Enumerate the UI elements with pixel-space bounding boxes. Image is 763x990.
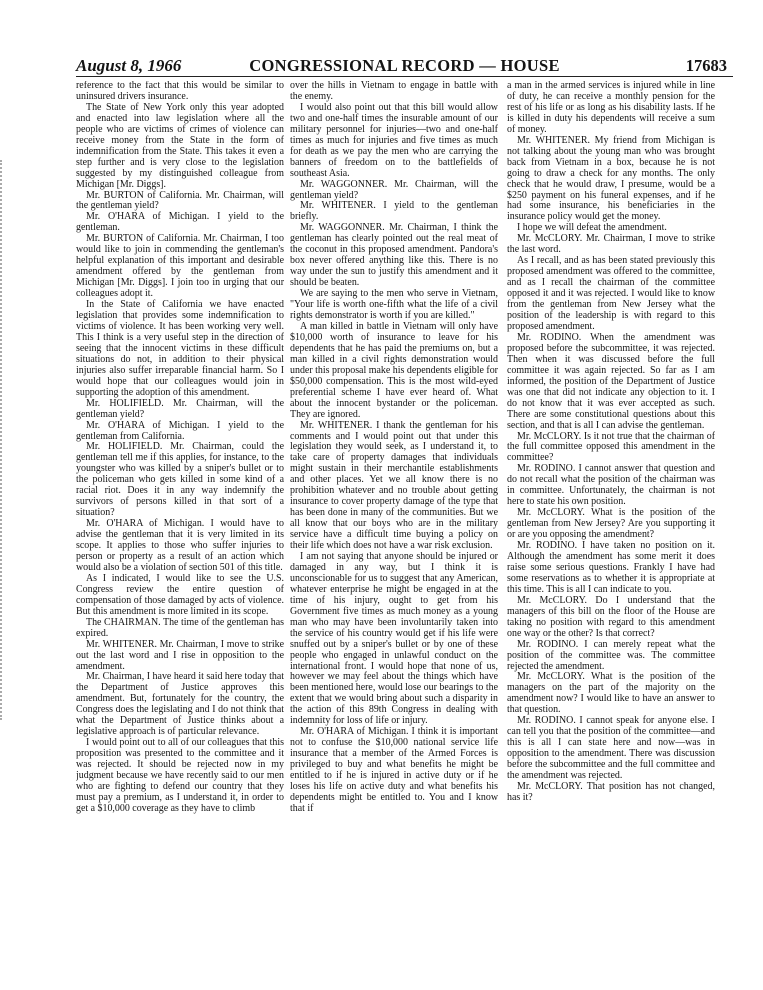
paragraph: Mr. HOLIFIELD. Mr. Chairman, could the gentleman tell me if this applies, for instance, to the youngster who was killed by a sniper's bullet or to the policeman who gets killed in some kind of a racial riot. Does it in any way indemnify the survivors of persons killed in that sort of a situation? [76,441,284,519]
paragraph: Mr. McCLORY. Is it not true that the chairman of the full committee opposed this amendment in the committee? [507,430,715,464]
paragraph: Mr. BURTON of California. Mr. Chairman, will the gentleman yield? [76,189,284,212]
paragraph: Mr. WHITENER. I yield to the gentleman briefly. [290,200,498,223]
paragraph: Mr. McCLORY. What is the position of the gentleman from New Jersey? Are you supporting it or are you opposing the amendment? [507,507,715,541]
paragraph: I hope we will defeat the amendment. [517,222,667,234]
paragraph: As I indicated, I would like to see the U.S. Congress review the entire question of compensation of those damaged by acts of violence. But this amendment is more limited in its scope. [76,572,284,617]
paragraph: Mr. RODINO. I cannot answer that question and do not recall what the position of the chairman was in committee. Unfortunately, the chairman is not here to state his own position. [507,463,715,508]
text-column-1 [76,81,284,976]
paragraph: Mr. RODINO. I cannot speak for anyone else. I can tell you that the position of the committee—and this is all I can state here and now—was in opposition to the amendment. There was discussion before the subcommittee and the full committee and the amendment was rejected. [507,715,715,782]
paragraph: Mr. WHITENER. I thank the gentleman for his comments and I would point out that under this legislation they would seek, as I understand it, to take care of property damages that individuals might sustain in their merchantile establishments and other places. Yet we all know there is no prohibition whatever and no trouble about getting insurance to cover property damage of the type that has been done in many of the communities. But we all know that our boys who are in the military service have a difficult time buying a policy on their life which does not have a war risk exclusion. [290,419,498,552]
paragraph: In the State of California we have enacted legislation that provides some indemnification to victims of violence. It has been working very well. This I think is a very useful step in the direction of seeing that the innocent victims in these difficult situations do not, in addition to their physical injuries also suffer irreparable financial harm. So I would hope that our colleagues would join in supporting the adoption of this amendment. [76,299,284,398]
paragraph: reference to the fact that this would be similar to uninsured drivers insurance. [76,81,284,102]
header-date: August 8, 1966 [76,56,182,75]
scan-edge-marks [0,160,8,720]
paragraph: Mr. WHITENER. My friend from Michigan is not talking about the young man who was brought back from Vietnam in a box, because he is not going to draw a check for any months. The only check that he would draw, I presume, would be a $250 payment on his funeral expenses, and if he had some insurance, his beneficiaries in the insurance policy would get the money. [507,134,715,223]
paragraph: Mr. McCLORY. Mr. Chairman, I move to strike the last word. [507,233,715,256]
paragraph: I would also point out that this bill would allow two and one-half times the insurable amount of our military personnel for injuries—two and one-half times as much for injuries and five times as much for death as we pay the men who are carrying the banners of freedom on to the battlefields of southeast Asia. [290,101,498,179]
paragraph: Mr. WAGGONNER. Mr. Chairman, will the gentleman yield? [290,178,498,201]
paragraph: Mr. WAGGONNER. Mr. Chairman, I think the gentleman has clearly pointed out the real meat of the coconut in this proposed amendment. Pandora's box never offered anything like this. There is no way under the sun to justify this amendment and it should be beaten. [290,222,498,289]
paragraph: Mr. McCLORY. Do I understand that the managers of this bill on the floor of the House are taking no position with regard to this amendment one way or the other? Is that correct? [507,594,715,639]
paragraph: Mr. O'HARA of Michigan. I think it is important not to confuse the $10,000 national service life insurance that a member of the Armed Forces is privileged to buy and what benefits he might be entitled to if he is injured in active duty or if he loses his life on active duty and what benefits his dependents might be entitled to. You and I know that if [290,726,498,814]
paragraph: The State of New York only this year adopted and enacted into law legislation where all the people who are victims of crimes of violence can receive money from the State in the form of indemnification from the State. This takes it even a step further and is very close to the legislation suggested by my distinguished colleague from Michigan [Mr. Diggs]. [76,101,284,190]
paragraph: Mr. HOLIFIELD. Mr. Chairman, will the gentleman yield? [76,397,284,420]
paragraph: Mr. RODINO. When the amendment was proposed before the subcommittee, it was rejected. Then when it was discussed before the full committee it was again rejected. So far as I am informed, the position of the Department of Justice was one that did not indicate any objection to it. I do not know that it was ever accepted as such. There are some constitutional questions about this section, and that is all I can advise the gentleman. [507,331,715,431]
paragraph: Mr. Chairman, I have heard it said here today that the Department of Justice approves this amendment. But, fortunately for the country, the Congress does the legislating and I do not think that what the Department of Justice thinks about a legislative approach is of particular relevance. [76,671,284,738]
paragraph: a man in the armed services is injured while in line of duty, he can receive a monthly pension for the rest of his life or as long as his disability lasts. If he is killed in duty his dependents will receive a sum of money. [507,81,715,135]
paragraph: Mr. BURTON of California. Mr. Chairman, I too would like to join in commending the gentleman's helpful explanation of this important and desirable amendment offered by the gentleman from Michigan [Mr. Diggs]. I join too in urging that our colleagues adopt it. [76,233,284,300]
paragraph: Mr. O'HARA of Michigan. I yield to the gentleman. [76,211,284,234]
paragraph: Mr. O'HARA of Michigan. I yield to the gentleman from California. [76,419,284,442]
header-title: CONGRESSIONAL RECORD — HOUSE [249,56,560,75]
paragraph: Mr. RODINO. I have taken no position on it. Although the amendment has some merit it does raise some serious questions. Frankly I have had some reservations as to whether it is appropriate at this time. This is all I can indicate to you. [507,540,715,595]
paragraph: We are saying to the men who serve in Vietnam, "Your life is worth one-fifth what the life of a civil rights demonstrator is worth if you are killed." [290,288,498,322]
paragraph: A man killed in battle in Vietnam will only have $10,000 worth of insurance to leave for his dependents that he has paid the premiums on, but a man killed in a civil rights demonstration would under this proposal make his dependents eligible for $50,000 compensation. This is the most wild-eyed preferential scheme I have ever heard of. What about the innocent bystander or the policeman. They are ignored. [290,320,498,420]
paragraph: Mr. O'HARA of Michigan. I would have to advise the gentleman that it is very limited in its scope. It applies to those who suffer injuries to person or property as a result of an action which would also be a violation of section 501 of this title. [76,518,284,573]
text-column-3 [507,81,715,976]
paragraph: As I recall, and as has been stated previously this proposed amendment was offered to the committee, and as I recall the chairman of the committee opposed it and it was rejected. I would like to know from the gentleman from New Jersey what the position of the leadership is with regard to this proposed amendment. [507,255,715,332]
paragraph: The CHAIRMAN. The time of the gentleman has expired. [76,616,284,639]
paragraph: Mr. McCLORY. That position has not changed, has it? [507,781,715,803]
paragraph: Mr. WHITENER. Mr. Chairman, I move to strike out the last word and I rise in opposition to the amendment. [76,638,284,672]
paragraph: Mr. McCLORY. What is the position of the managers on the part of the majority on the amendment now? I would like to have an answer to that question. [507,671,715,716]
paragraph: I am not saying that anyone should be injured or damaged in any way, but I think it is unconscionable for us to suggest that any American, whatever enterprise he might be engaged in at the time of his injury, ought to get from his Government five times as much money as a young man who may have been involuntarily taken into the service of his country would get if his life were snuffed out by a sniper's bullet or by one of these people who engaged in unlawful conduct on the international front. I would hope that none of us, however we may feel about the things which have been mentioned here, would lose our bearings to the extent that we would bring about such a disparity in the action of this 89th Congress in dealing with indemnity for loss of life or injury. [290,550,498,727]
paragraph: Mr. RODINO. I can merely repeat what the position of the committee was. The committee rejected the amendment. [507,638,715,672]
paragraph: over the hills in Vietnam to engage in battle with the enemy. [290,81,498,102]
paragraph: I would point out to all of our colleagues that this proposition was presented to the committee and it was rejected. It should be rejected now in my judgment because we have recently said to our men who are fighting to defend our country that they must pay a premium, as I understand it, in order to get a $10,000 coverage as they have to climb [76,737,284,814]
page-header [76,52,733,77]
text-column-2 [290,81,498,976]
header-page-number: 17683 [685,56,727,75]
